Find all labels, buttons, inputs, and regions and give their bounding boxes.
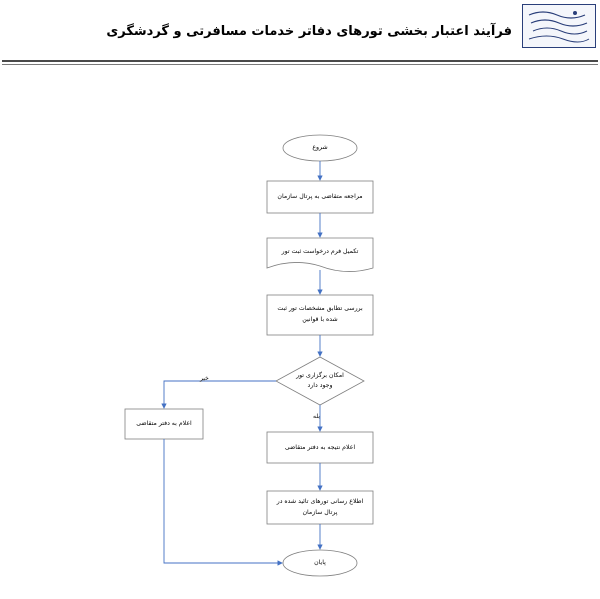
page-title: فرآیند اعتبار بخشی تورهای دفاتر خدمات مسافرتی و گردشگری — [106, 24, 512, 39]
no-label: خیر — [200, 375, 209, 382]
step3-label-line2: شده با قوانین — [302, 316, 338, 323]
publish-label-line2: پرتال سازمان — [302, 509, 338, 516]
decision-label-line1: امکان برگزاری تور — [296, 372, 344, 379]
yes-label: بله — [313, 413, 320, 420]
publish-label-line1: اطلاع رسانی تورهای تائید شده در — [276, 498, 364, 505]
start-label: شروع — [312, 144, 328, 151]
decision-label-line2: وجود دارد — [307, 382, 333, 389]
end-label: پایان — [314, 559, 326, 566]
step3-label-line1: بررسی تطابق مشخصات تور ثبت — [277, 305, 363, 312]
notify-label: اعلام نتیجه به دفتر متقاضی — [284, 444, 356, 451]
step1-label: مراجعه متقاضی به پرتال سازمان — [277, 193, 363, 200]
step2-label: تکمیل فرم درخواست ثبت تور — [281, 248, 359, 255]
arrow-decision-no — [164, 381, 276, 408]
arrow-reject-end — [164, 439, 282, 563]
reject-label: اعلام به دفتر متقاضی — [136, 420, 192, 427]
